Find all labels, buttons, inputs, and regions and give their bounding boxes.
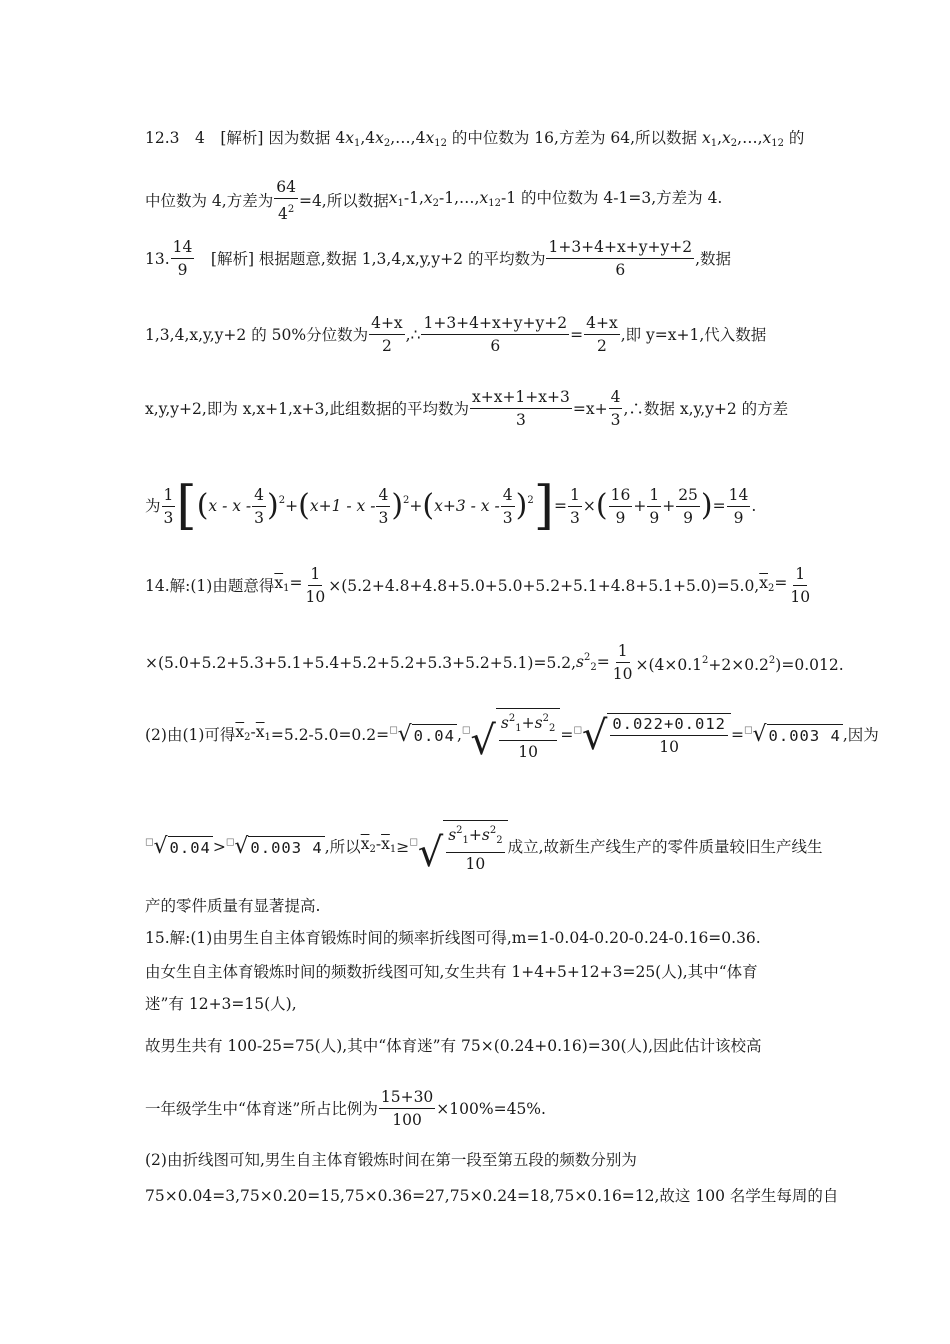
p14-line3: (2)由(1)可得$\overline{x}_2-\overline{x}_1=5.2-5.0=0.2=^□$ √ 0.04 ,□ √ $\frac{s^2_1+s^2_2}{10}$ =□ √ $\frac{0.022+0.012}{10}$ =□ √ 0.003 4 ,因为 xyxy=(145,708,805,761)
p13-line1: 13. $\frac{14}{9}$ [解析] 根据题意,数据 1,3,4,x,y,y+2 的平均数为 $\frac{1+3+4+x+y+y+2}{6}$ ,数据 xyxy=(145,238,732,279)
p14-line2: $\times(5.0+5.2+5.3+5.1+5.4+5.2+5.2+5.3+5.2+5.1)=5.2,s^2_2=$ $\frac{1}{10}$ $\times(4\times 0.1^2+2\times 0.2^2)=0.012$. xyxy=(145,642,844,683)
p14-line4: □ √ 0.04 >□ √ 0.003 4 ,所以$\overline{x}_2-\overline{x}_1\ge^□$ √ $\frac{s^2_1+s^2_2}{10}$ 成立,故新生产线生产的零件质量较旧生产线生 xyxy=(145,820,805,873)
p13-line2: 1,3,4,x,y,y+2 的 50%分位数为 $\frac{4+x}{2}$ ,∴ $\frac{1+3+4+x+y+y+2}{6}$ = $\frac{4+x}{2}$ ,即 y=x+1,代入数据 xyxy=(145,314,767,355)
p15-line7: 75×0.04=3,75×0.20=15,75×0.36=27,75×0.24=18,75×0.16=12,故这 100 名学生每周的自 xyxy=(145,1187,839,1205)
p12-line1: 12.3 4 [解析] 因为数据 $4x_1,4x_2,\dots,4x_{12}$ 的中位数为 16,方差为 64,所以数据 $x_1,x_2,\dots,x_{12}$ 的 xyxy=(145,129,805,149)
p12-line2: 中位数为 4,方差为 $\frac{64}{4^2}$ =4,所以数据$x_1-1,x_2-1,\dots,x_{12}-1$ 的中位数为 4-1=3,方差为 4. xyxy=(145,178,723,223)
p15-line2: 由女生自主体育锻炼时间的频数折线图可知,女生共有 1+4+5+12+3=25(人),其中“体育 xyxy=(145,963,758,981)
p15-line5: 一年级学生中“体育迷”所占比例为 $\frac{15+30}{100}$ ×100%=45%. xyxy=(145,1088,546,1129)
p14-line5: 产的零件质量有显著提高. xyxy=(145,897,321,915)
p13-line4-variance: 为 $\frac{1}{3}$ [(x - x - $\frac{4}{3}$ )$^2$+(x+1 - x - $\frac{4}{3}$ )$^2$+(x+3 - x - $\frac{4}{3}$ )$^2$]= $\frac{1}{3}$ ×( $\frac{16}{9}$ + $\frac{1}{9}$ + $\frac{25}{9}$ )= $\frac{14}{9}$ . xyxy=(145,476,757,536)
p15-line1: 15.解:(1)由男生自主体育锻炼时间的频率折线图可得,m=1-0.04-0.20-0.24-0.16=0.36. xyxy=(145,929,761,947)
p15-line4: 故男生共有 100-25=75(人),其中“体育迷”有 75×(0.24+0.16)=30(人),因此估计该校高 xyxy=(145,1037,762,1055)
p13-line3: x,y,y+2,即为 x,x+1,x+3,此组数据的平均数为 $\frac{x+x+1+x+3}{3}$ =x+ $\frac{4}{3}$ ,∴数据 x,y,y+2 的方差 xyxy=(145,388,789,429)
p15-line3: 迷”有 12+3=15(人), xyxy=(145,995,297,1013)
p14-line1: 14.解:(1)由题意得$\overline{x}_1=$ $\frac{1}{10}$ $\times(5.2+4.8+4.8+5.0+5.0+5.2+5.1+4.8+5.1+5.0)=5.0,\overline{x}_2=$ $\frac{1}{10}$ xyxy=(145,565,811,606)
p15-line6: (2)由折线图可知,男生自主体育锻炼时间在第一段至第五段的频数分别为 xyxy=(145,1151,637,1169)
